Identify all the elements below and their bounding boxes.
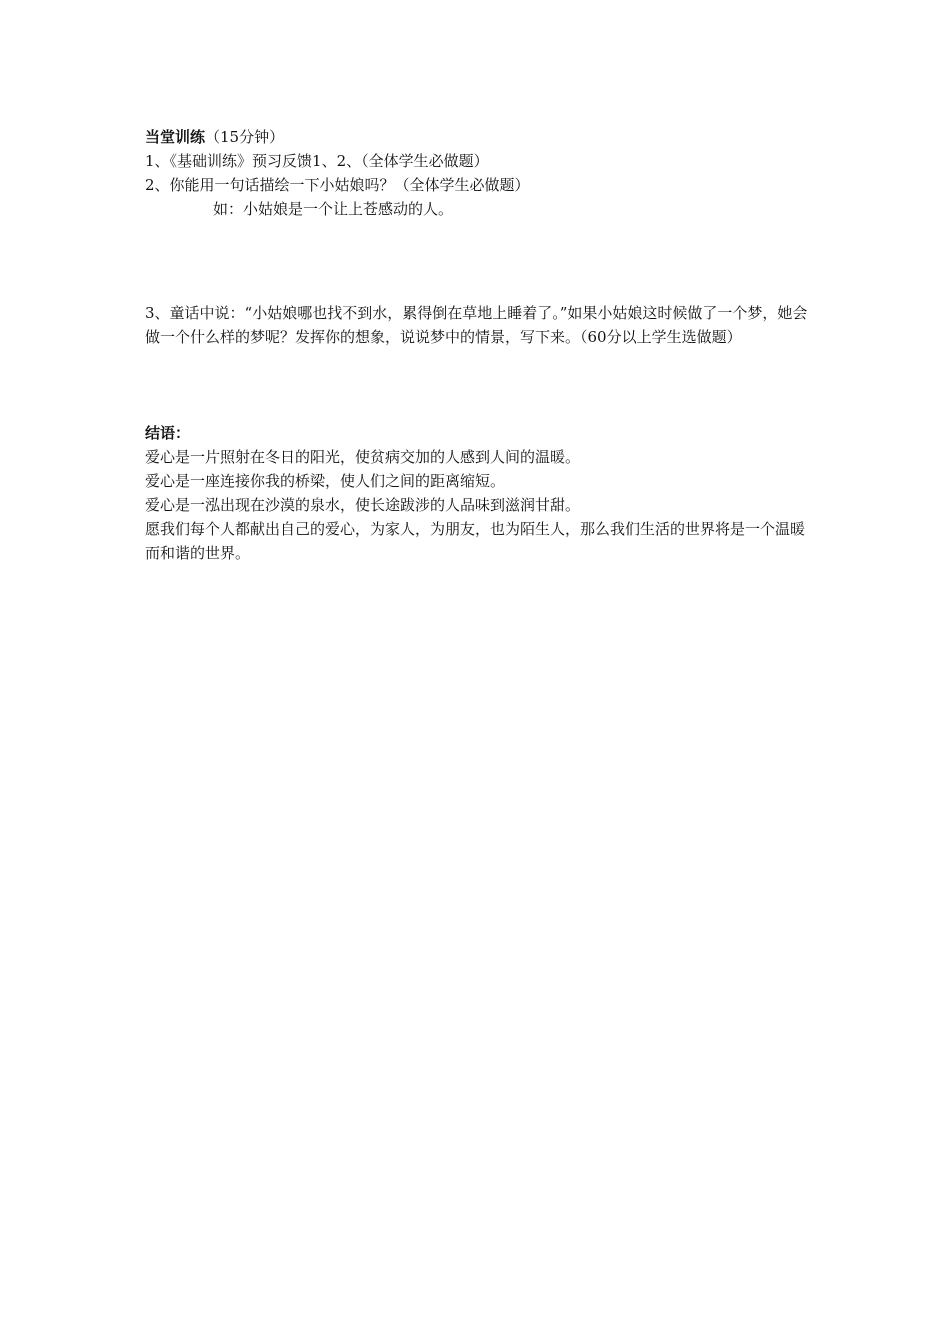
- training-item-3: 3、童话中说：“小姑娘哪也找不到水，累得倒在草地上睡着了。”如果小姑娘这时候做了一个梦，她会做一个什么样的梦呢？发挥你的想象，说说梦中的情景，写下来。（60分以上学生选做题）: [145, 304, 808, 346]
- conclusion-line-3: 爱心是一泓出现在沙漠的泉水，使长途跋涉的人品味到滋润甘甜。: [145, 496, 581, 514]
- conclusion-heading: 结语：: [145, 424, 191, 442]
- document-body: [145, 125, 810, 565]
- training-heading-duration: （15分钟）: [205, 128, 285, 146]
- training-item-2: 2、你能用一句话描绘一下小姑娘吗？（全体学生必做题）: [145, 176, 530, 194]
- training-heading: [145, 125, 810, 149]
- training-heading-bold: 当堂训练: [145, 128, 206, 146]
- training-item-1: 1、《基础训练》预习反馈1、2、（全体学生必做题）: [145, 152, 489, 170]
- answer-space: [145, 221, 810, 301]
- conclusion-line-1: 爱心是一片照射在冬日的阳光，使贫病交加的人感到人间的温暖。: [145, 448, 581, 466]
- training-example: 如：小姑娘是一个让上苍感动的人。: [213, 200, 454, 218]
- conclusion-line-4: 愿我们每个人都献出自己的爱心，为家人，为朋友，也为陌生人，那么我们生活的世界将是一个温暖而和谐的世界。: [145, 520, 806, 562]
- conclusion-line-2: 爱心是一座连接你我的桥梁，使人们之间的距离缩短。: [145, 472, 506, 490]
- answer-space: [145, 349, 810, 421]
